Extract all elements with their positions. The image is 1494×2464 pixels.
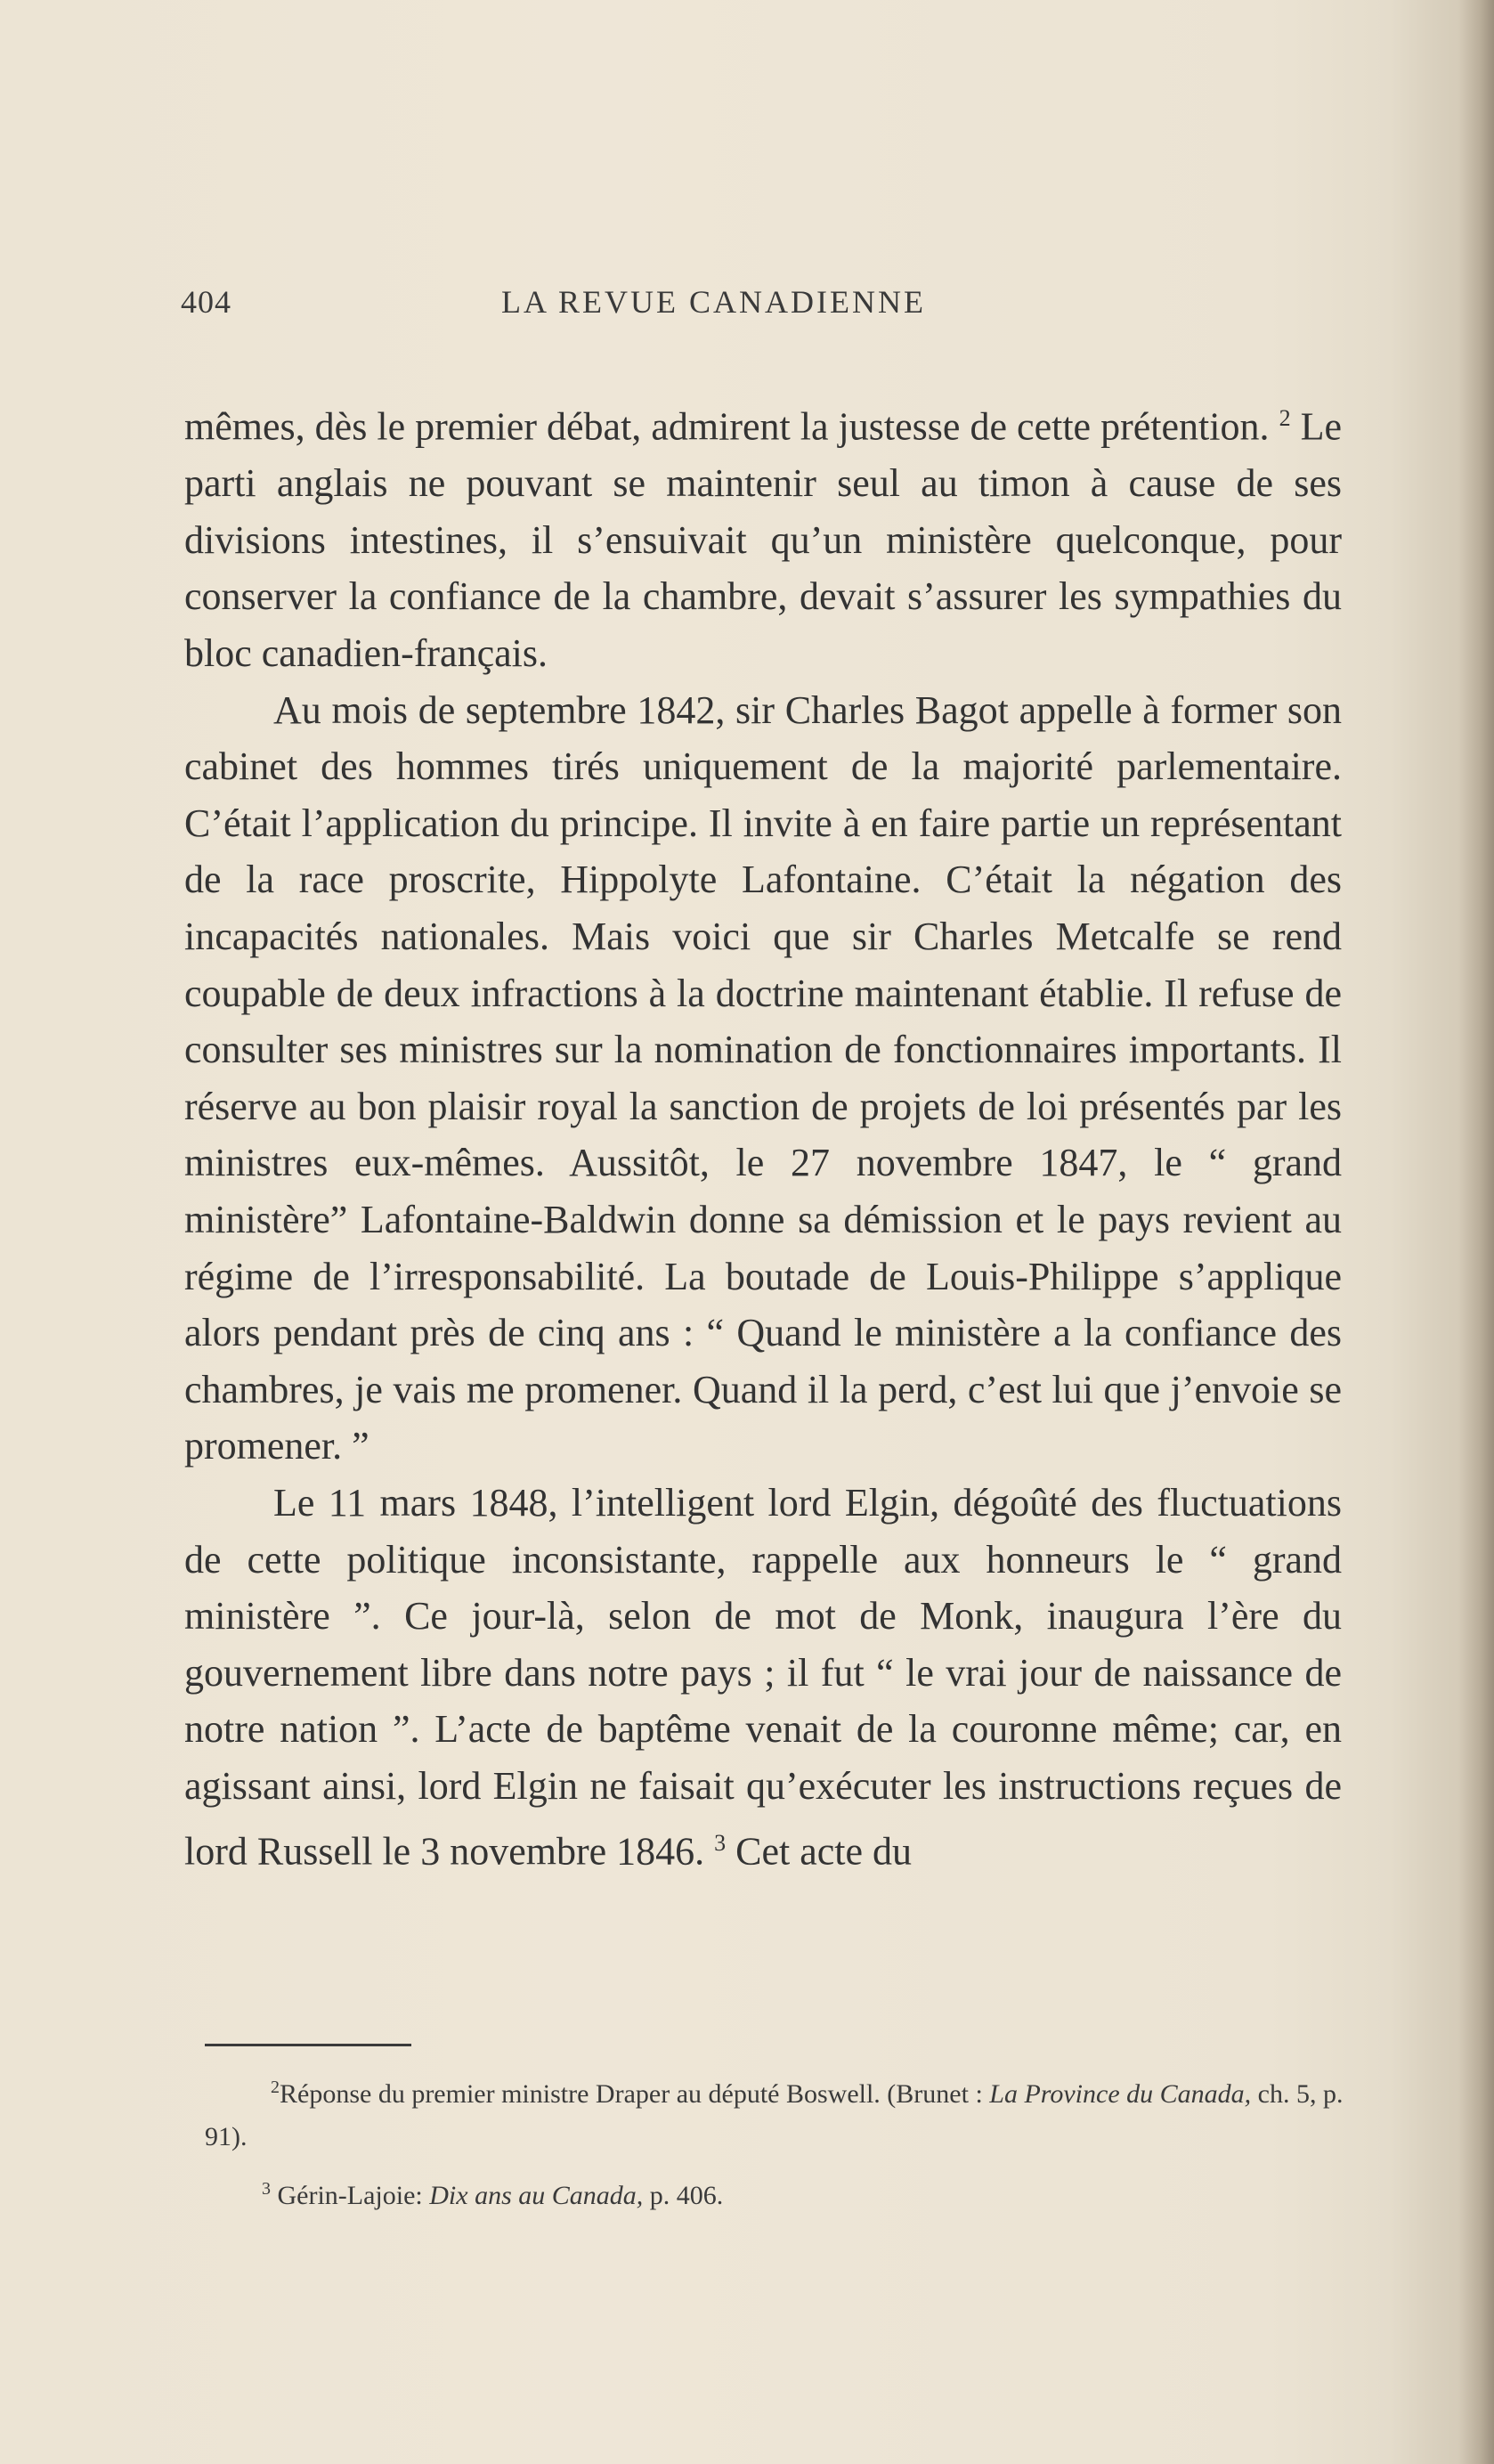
paragraph-3-text-b: Cet acte du xyxy=(735,1829,913,1874)
paragraph-1-text-a: mêmes, dès le premier débat, admirent la justesse de cette prétention. xyxy=(184,404,1270,449)
paragraph-1-text-b: Le parti anglais ne pouvant se maintenir seul au timon à cause de ses divisions intestines, il s’ensuivait qu’un ministère quelconque, pour conserver la confiance de la chambre, devait s’assurer les sympathies du bloc canadien-français. xyxy=(184,404,1343,676)
body-text xyxy=(184,390,1342,1880)
footnote-separator xyxy=(205,2044,411,2046)
paragraph-1 xyxy=(184,390,1342,682)
footnote-2-tail: ch. 5, p. 91). xyxy=(205,2079,1344,2151)
paragraph-3 xyxy=(184,1475,1342,1880)
footnote-3-number: 3 xyxy=(262,2179,271,2199)
footnote-3 xyxy=(205,2167,1353,2217)
footnote-2 xyxy=(205,2066,1353,2159)
page-number: 404 xyxy=(181,284,231,320)
footnote-3-title: Dix ans au Canada, xyxy=(429,2181,644,2210)
footnote-3-tail: p. 406. xyxy=(649,2181,724,2210)
footnote-3-text: Gérin-Lajoie: xyxy=(277,2181,423,2210)
footnote-2-number: 2 xyxy=(271,2078,280,2097)
footnote-ref-3: 3 xyxy=(714,1829,727,1856)
page-header xyxy=(181,283,1347,337)
page-edge-shadow xyxy=(1458,0,1494,2464)
footnote-ref-2: 2 xyxy=(1279,405,1291,431)
footnote-2-text: Réponse du premier ministre Draper au député Boswell. (Brunet : xyxy=(280,2079,983,2109)
footnotes xyxy=(205,2066,1353,2217)
running-title: LA REVUE CANADIENNE xyxy=(501,284,926,320)
paragraph-2: Au mois de septembre 1842, sir Charles Bagot appelle à former son cabinet des hommes tirés uniquement de la majorité parlementaire. C’était l’application du principe. Il invite à en faire partie un représentant de la race proscrite, Hippolyte Lafontaine. C’était la négation des incapacités nationales. Mais voici que sir Charles Metcalfe se rend coupable de deux infractions à la doctrine maintenant établie. Il refuse de consulter ses ministres sur la nomination de fonctionnaires importants. Il réserve au bon plaisir royal la sanction de projets de loi présentés par les ministres eux-mêmes. Aussitôt, le 27 novembre 1847, le “ grand ministère” Lafontaine-Baldwin donne sa démission et le pays revient au régime de l’irresponsabilité. La boutade de Louis-Philippe s’applique alors pendant près de cinq ans : “ Quand le ministère a la confiance des chambres, je vais me promener. Quand il la perd, c’est lui que j’envoie se promener. ” xyxy=(184,687,1342,1468)
footnote-2-title: La Province du Canada, xyxy=(989,2079,1252,2109)
paragraph-3-text-a: Le 11 mars 1848, l’intelligent lord Elgin, dégoûté des fluctuations de cette politique inconsistante, rappelle aux honneurs le “ grand ministère ”. Ce jour-là, selon de mot de Monk, inaugura l’ère du gouvernement libre dans notre pays ; il fut “ le vrai jour de naissance de notre nation ”. L’acte de baptême venait de la couronne même; car, en agissant ainsi, lord Elgin ne faisait qu’exécuter les instructions reçues de lord Russell le 3 novembre 1846. xyxy=(184,1480,1342,1874)
